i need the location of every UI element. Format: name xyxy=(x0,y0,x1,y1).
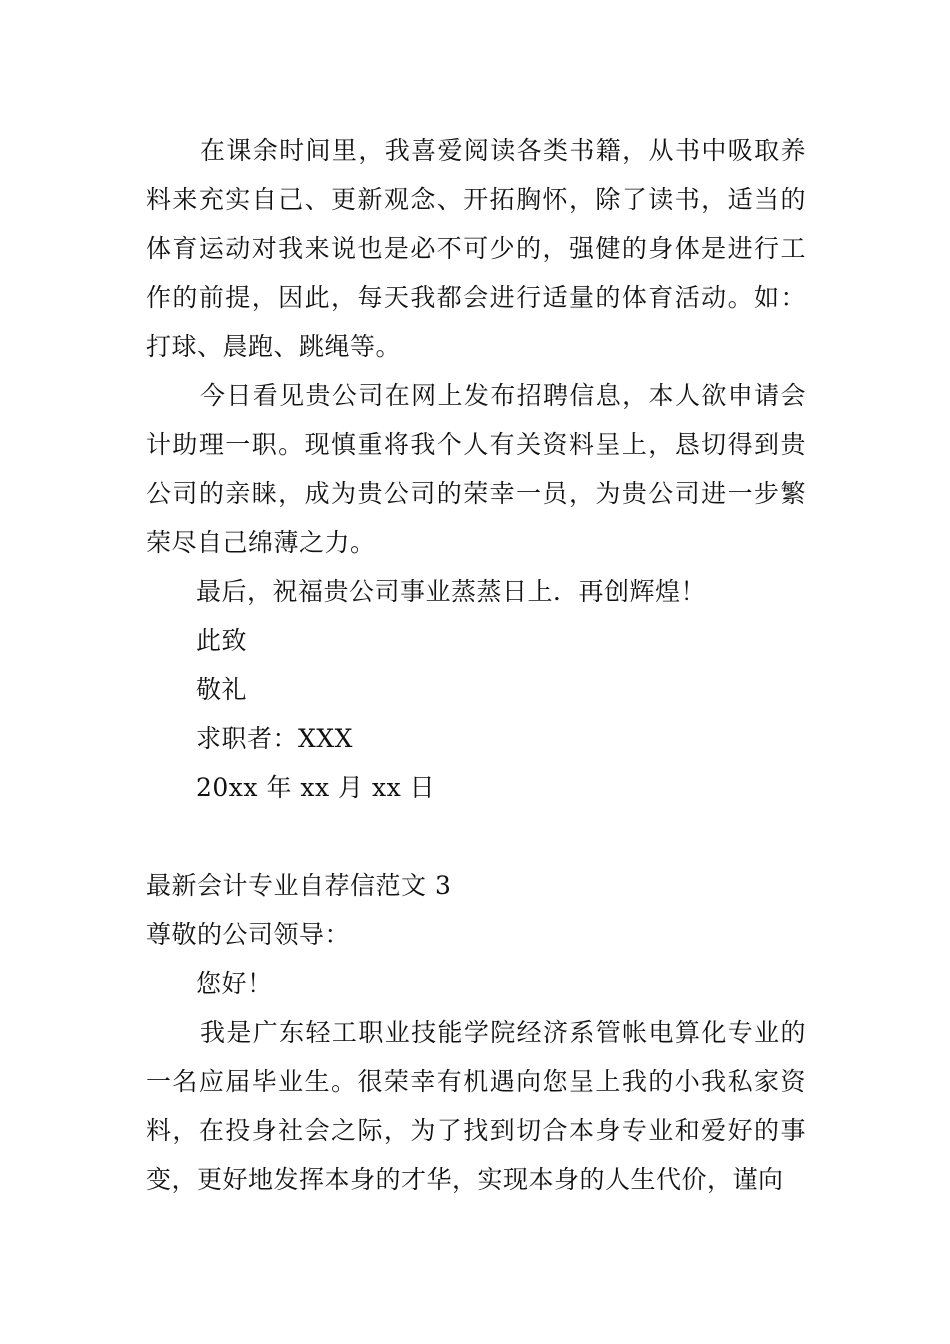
paragraph-self-introduction: 我是广东轻工职业技能学院经济系管帐电算化专业的一名应届毕业生。很荣幸有机遇向您呈上我的小我私家资料，在投身社会之际，为了找到切合本身专业和爱好的事变，更好地发挥本身的才华，实现本身的人生代价，谨向 xyxy=(146,1018,806,1194)
salutation-jingli: 敬礼 xyxy=(196,675,248,704)
signature: 求职者：XXX xyxy=(196,724,353,753)
paragraph-reading-hobbies: 在课余时间里，我喜爱阅读各类书籍，从书中吸取养料来充实自己、更新观念、开拓胸怀，除了读书，适当的体育运动对我来说也是必不可少的，强健的身体是进行工作的前提，因此，每天我都会进行适量的体育活动。如：打球、晨跑、跳绳等。 xyxy=(146,136,806,361)
letter-date: 20xx 年 xx 月 xx 日 xyxy=(196,773,436,802)
closing-wish: 最后，祝福贵公司事业蒸蒸日上．再创辉煌！ xyxy=(196,577,707,606)
section-spacer xyxy=(146,812,806,861)
paragraph-job-application: 今日看见贵公司在网上发布招聘信息，本人欲申请会计助理一职。现慎重将我个人有关资料呈上，恳切得到贵公司的亲睐，成为贵公司的荣幸一员，为贵公司进一步繁荣尽自己绵薄之力。 xyxy=(146,381,806,557)
greeting-recipient: 尊敬的公司领导： xyxy=(146,920,351,949)
greeting-hello: 您好！ xyxy=(196,969,273,998)
salutation-cizhi: 此致 xyxy=(196,626,248,655)
section-title: 最新会计专业自荐信范文 3 xyxy=(146,871,452,900)
document-page xyxy=(146,126,806,1204)
